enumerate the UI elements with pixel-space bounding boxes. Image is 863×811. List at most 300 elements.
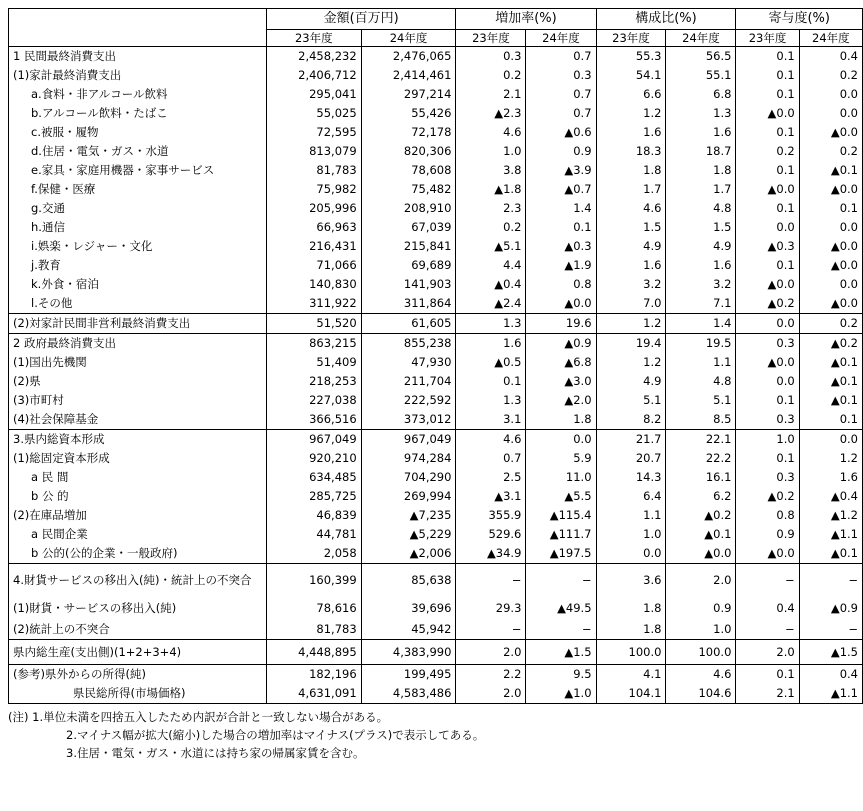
share-23-cell: 1.2 <box>596 314 666 334</box>
amount-23-cell: 4,631,091 <box>266 684 361 704</box>
growth-23-cell: 1.3 <box>456 391 526 410</box>
growth-23-cell: 3.1 <box>456 410 526 430</box>
table-row <box>9 564 863 597</box>
amount-23-cell: 311,922 <box>266 294 361 314</box>
table-row <box>9 372 863 391</box>
share-24-cell: 100.0 <box>666 640 736 665</box>
contrib-24-cell: ▲0.1 <box>799 372 862 391</box>
amount-24-cell: 72,178 <box>361 123 456 142</box>
contrib-23-cell: 0.1 <box>736 66 799 85</box>
growth-24-cell: ▲0.7 <box>526 180 596 199</box>
year-header: 23年度 <box>456 30 526 47</box>
contrib-23-cell: ▲0.0 <box>736 353 799 372</box>
share-23-cell: 5.1 <box>596 391 666 410</box>
contrib-24-cell: 0.0 <box>799 430 862 450</box>
table-row <box>9 161 863 180</box>
share-23-cell: 20.7 <box>596 449 666 468</box>
share-23-cell: 1.8 <box>596 161 666 180</box>
table-row <box>9 430 863 450</box>
share-24-cell: 4.6 <box>666 665 736 685</box>
contrib-24-cell: − <box>799 620 862 640</box>
share-23-cell: 1.5 <box>596 218 666 237</box>
contrib-23-cell: 1.0 <box>736 430 799 450</box>
growth-24-cell: − <box>526 620 596 640</box>
contrib-24-cell: ▲0.1 <box>799 353 862 372</box>
row-label: j.教育 <box>9 256 267 275</box>
share-24-cell: 1.7 <box>666 180 736 199</box>
share-24-cell: 6.8 <box>666 85 736 104</box>
share-24-cell: 1.1 <box>666 353 736 372</box>
share-24-cell: 4.8 <box>666 372 736 391</box>
contrib-23-cell: 0.1 <box>736 391 799 410</box>
table-row <box>9 47 863 67</box>
share-23-cell: 4.9 <box>596 237 666 256</box>
growth-24-cell: ▲3.0 <box>526 372 596 391</box>
share-23-cell: 55.3 <box>596 47 666 67</box>
contrib-24-cell: ▲0.0 <box>799 256 862 275</box>
growth-24-cell: 1.4 <box>526 199 596 218</box>
growth-23-cell: 29.3 <box>456 596 526 620</box>
contrib-23-cell: 0.1 <box>736 161 799 180</box>
amount-24-cell: 61,605 <box>361 314 456 334</box>
year-header: 24年度 <box>799 30 862 47</box>
contrib-24-cell: 1.2 <box>799 449 862 468</box>
footnote: (注) 1.単位未満を四捨五入したため内訳が合計と一致しない場合がある。 <box>8 710 389 724</box>
table-row <box>9 123 863 142</box>
contrib-23-cell: 0.1 <box>736 123 799 142</box>
amount-24-cell: 855,238 <box>361 334 456 354</box>
share-24-cell: 1.5 <box>666 218 736 237</box>
contrib-24-cell: 0.0 <box>799 218 862 237</box>
amount-24-cell: 208,910 <box>361 199 456 218</box>
contrib-23-cell: 0.3 <box>736 410 799 430</box>
table-row <box>9 391 863 410</box>
share-24-cell: ▲0.1 <box>666 525 736 544</box>
growth-24-cell: ▲197.5 <box>526 544 596 564</box>
growth-24-cell: ▲6.8 <box>526 353 596 372</box>
share-23-cell: 6.4 <box>596 487 666 506</box>
contrib-23-cell: ▲0.2 <box>736 487 799 506</box>
row-label: b.アルコール飲料・たばこ <box>9 104 267 123</box>
year-header: 24年度 <box>361 30 456 47</box>
table-row <box>9 468 863 487</box>
share-24-cell: 1.6 <box>666 123 736 142</box>
table-body <box>9 47 863 704</box>
amount-23-cell: 634,485 <box>266 468 361 487</box>
contrib-24-cell: ▲0.0 <box>799 237 862 256</box>
composition-header: 構成比(%) <box>596 9 736 30</box>
contrib-23-cell: 0.3 <box>736 334 799 354</box>
growth-23-cell: 4.6 <box>456 430 526 450</box>
table-row <box>9 314 863 334</box>
footnotes <box>8 708 863 762</box>
contrib-24-cell: ▲0.4 <box>799 487 862 506</box>
amount-23-cell: 366,516 <box>266 410 361 430</box>
share-23-cell: 8.2 <box>596 410 666 430</box>
growth-23-cell: − <box>456 564 526 597</box>
contrib-24-cell: 0.1 <box>799 199 862 218</box>
growth-23-cell: 0.3 <box>456 47 526 67</box>
share-24-cell: ▲0.2 <box>666 506 736 525</box>
contrib-23-cell: 0.0 <box>736 218 799 237</box>
amount-23-cell: 75,982 <box>266 180 361 199</box>
amount-23-cell: 227,038 <box>266 391 361 410</box>
year-header: 24年度 <box>526 30 596 47</box>
share-23-cell: 1.6 <box>596 123 666 142</box>
share-23-cell: 1.8 <box>596 620 666 640</box>
share-23-cell: 18.3 <box>596 142 666 161</box>
amount-24-cell: 199,495 <box>361 665 456 685</box>
row-label: b 公 的 <box>9 487 267 506</box>
amount-24-cell: 75,482 <box>361 180 456 199</box>
contrib-24-cell: ▲1.5 <box>799 640 862 665</box>
contrib-23-cell: ▲0.2 <box>736 294 799 314</box>
amount-24-cell: 69,689 <box>361 256 456 275</box>
amount-24-cell: 141,903 <box>361 275 456 294</box>
row-label: (参考)県外からの所得(純) <box>9 665 267 685</box>
table-row <box>9 544 863 564</box>
contrib-23-cell: ▲0.3 <box>736 237 799 256</box>
footnote: 2.マイナス幅が拡大(縮小)した場合の増加率はマイナス(プラス)で表示してある。 <box>66 728 485 742</box>
label-column-header <box>9 9 267 47</box>
table-row <box>9 684 863 704</box>
share-24-cell: 19.5 <box>666 334 736 354</box>
growth-23-cell: 1.3 <box>456 314 526 334</box>
amount-23-cell: 81,783 <box>266 161 361 180</box>
row-label: a 民 間 <box>9 468 267 487</box>
amount-24-cell: 85,638 <box>361 564 456 597</box>
growth-24-cell: ▲1.9 <box>526 256 596 275</box>
growth-23-cell: ▲5.1 <box>456 237 526 256</box>
share-24-cell: 1.8 <box>666 161 736 180</box>
row-label: 県内総生産(支出側)(1+2+3+4) <box>9 640 267 665</box>
share-24-cell: 22.1 <box>666 430 736 450</box>
growth-24-cell: ▲5.5 <box>526 487 596 506</box>
table-row <box>9 218 863 237</box>
contrib-24-cell: 0.2 <box>799 314 862 334</box>
row-label: (1)財貨・サービスの移出入(純) <box>9 596 267 620</box>
table-row <box>9 640 863 665</box>
share-23-cell: 1.1 <box>596 506 666 525</box>
contrib-23-cell: 2.1 <box>736 684 799 704</box>
table-row <box>9 334 863 354</box>
table-row <box>9 665 863 685</box>
amount-24-cell: 269,994 <box>361 487 456 506</box>
share-23-cell: 1.2 <box>596 104 666 123</box>
contrib-24-cell: ▲0.0 <box>799 123 862 142</box>
amount-24-cell: 2,476,065 <box>361 47 456 67</box>
share-24-cell: 104.6 <box>666 684 736 704</box>
contrib-24-cell: ▲0.0 <box>799 180 862 199</box>
table-row <box>9 410 863 430</box>
amount-24-cell: 39,696 <box>361 596 456 620</box>
row-label: (1)家計最終消費支出 <box>9 66 267 85</box>
growth-24-cell: ▲1.0 <box>526 684 596 704</box>
growth-24-cell: 0.3 <box>526 66 596 85</box>
share-24-cell: 1.4 <box>666 314 736 334</box>
table-row <box>9 256 863 275</box>
amount-24-cell: ▲7,235 <box>361 506 456 525</box>
amount-24-cell: 215,841 <box>361 237 456 256</box>
contrib-23-cell: 0.1 <box>736 256 799 275</box>
growth-24-cell: 9.5 <box>526 665 596 685</box>
growth-24-cell: ▲0.0 <box>526 294 596 314</box>
amount-23-cell: 78,616 <box>266 596 361 620</box>
growth-24-cell: ▲0.9 <box>526 334 596 354</box>
row-label: c.被服・履物 <box>9 123 267 142</box>
contrib-23-cell: − <box>736 620 799 640</box>
share-24-cell: 1.6 <box>666 256 736 275</box>
contrib-24-cell: ▲0.2 <box>799 334 862 354</box>
contrib-24-cell: 0.4 <box>799 47 862 67</box>
growth-23-cell: 355.9 <box>456 506 526 525</box>
share-23-cell: 1.8 <box>596 596 666 620</box>
row-label: i.娯楽・レジャー・文化 <box>9 237 267 256</box>
growth-24-cell: 0.9 <box>526 142 596 161</box>
amount-24-cell: 820,306 <box>361 142 456 161</box>
growth-23-cell: 1.0 <box>456 142 526 161</box>
amount-24-cell: 78,608 <box>361 161 456 180</box>
growth-23-cell: 4.6 <box>456 123 526 142</box>
growth-24-cell: 1.8 <box>526 410 596 430</box>
share-24-cell: 5.1 <box>666 391 736 410</box>
amount-23-cell: 967,049 <box>266 430 361 450</box>
amount-24-cell: 4,383,990 <box>361 640 456 665</box>
table-row <box>9 85 863 104</box>
share-23-cell: 1.7 <box>596 180 666 199</box>
growth-24-cell: 19.6 <box>526 314 596 334</box>
growth-24-cell: ▲0.3 <box>526 237 596 256</box>
growth-23-cell: 4.4 <box>456 256 526 275</box>
share-24-cell: 6.2 <box>666 487 736 506</box>
contrib-23-cell: 0.8 <box>736 506 799 525</box>
amount-24-cell: 45,942 <box>361 620 456 640</box>
amount-23-cell: 2,406,712 <box>266 66 361 85</box>
amount-24-cell: 55,426 <box>361 104 456 123</box>
amount-23-cell: 72,595 <box>266 123 361 142</box>
row-label: a 民間企業 <box>9 525 267 544</box>
share-24-cell: 18.7 <box>666 142 736 161</box>
growth-23-cell: 2.3 <box>456 199 526 218</box>
row-label: 2 政府最終消費支出 <box>9 334 267 354</box>
growth-23-cell: ▲1.8 <box>456 180 526 199</box>
table-row <box>9 525 863 544</box>
contrib-24-cell: − <box>799 564 862 597</box>
contrib-24-cell: ▲1.1 <box>799 525 862 544</box>
share-24-cell: 16.1 <box>666 468 736 487</box>
amount-24-cell: 967,049 <box>361 430 456 450</box>
row-label: (1)国出先機関 <box>9 353 267 372</box>
contrib-24-cell: 0.4 <box>799 665 862 685</box>
row-label: (4)社会保障基金 <box>9 410 267 430</box>
amount-24-cell: 974,284 <box>361 449 456 468</box>
growth-23-cell: ▲2.3 <box>456 104 526 123</box>
contrib-23-cell: 0.2 <box>736 142 799 161</box>
growth-rate-header: 増加率(%) <box>456 9 596 30</box>
growth-23-cell: 2.5 <box>456 468 526 487</box>
contrib-24-cell: 0.0 <box>799 104 862 123</box>
row-label: (2)統計上の不突合 <box>9 620 267 640</box>
row-label: 県民総所得(市場価格) <box>9 684 267 704</box>
growth-23-cell: ▲3.1 <box>456 487 526 506</box>
share-23-cell: 21.7 <box>596 430 666 450</box>
row-label: (3)市町村 <box>9 391 267 410</box>
growth-24-cell: ▲0.6 <box>526 123 596 142</box>
share-23-cell: 4.9 <box>596 372 666 391</box>
growth-23-cell: ▲0.4 <box>456 275 526 294</box>
amount-23-cell: 813,079 <box>266 142 361 161</box>
amount-23-cell: 81,783 <box>266 620 361 640</box>
growth-24-cell: ▲115.4 <box>526 506 596 525</box>
share-23-cell: 1.2 <box>596 353 666 372</box>
share-24-cell: 22.2 <box>666 449 736 468</box>
growth-23-cell: 2.2 <box>456 665 526 685</box>
contrib-23-cell: 0.0 <box>736 372 799 391</box>
growth-24-cell: ▲2.0 <box>526 391 596 410</box>
growth-23-cell: 0.2 <box>456 218 526 237</box>
table-row <box>9 294 863 314</box>
table-row <box>9 66 863 85</box>
row-label: 1 民間最終消費支出 <box>9 47 267 67</box>
contrib-24-cell: ▲0.1 <box>799 161 862 180</box>
share-24-cell: 55.1 <box>666 66 736 85</box>
contrib-24-cell: ▲1.2 <box>799 506 862 525</box>
contrib-23-cell: 0.9 <box>736 525 799 544</box>
share-24-cell: 8.5 <box>666 410 736 430</box>
amount-24-cell: 47,930 <box>361 353 456 372</box>
year-header: 23年度 <box>736 30 799 47</box>
growth-24-cell: 5.9 <box>526 449 596 468</box>
row-label: 3.県内総資本形成 <box>9 430 267 450</box>
amount-23-cell: 205,996 <box>266 199 361 218</box>
share-23-cell: 1.0 <box>596 525 666 544</box>
contrib-24-cell: 0.0 <box>799 275 862 294</box>
contrib-24-cell: ▲0.0 <box>799 294 862 314</box>
growth-23-cell: 3.8 <box>456 161 526 180</box>
statistics-sheet <box>8 8 863 762</box>
amount-24-cell: ▲5,229 <box>361 525 456 544</box>
amount-23-cell: 863,215 <box>266 334 361 354</box>
row-label: 4.財貨サービスの移出入(純)・統計上の不突合 <box>9 564 267 597</box>
row-label: h.通信 <box>9 218 267 237</box>
amount-24-cell: 373,012 <box>361 410 456 430</box>
contrib-24-cell: 1.6 <box>799 468 862 487</box>
amount-24-cell: ▲2,006 <box>361 544 456 564</box>
row-label: k.外食・宿泊 <box>9 275 267 294</box>
row-label: (2)県 <box>9 372 267 391</box>
amount-23-cell: 51,409 <box>266 353 361 372</box>
share-23-cell: 3.6 <box>596 564 666 597</box>
growth-24-cell: − <box>526 564 596 597</box>
growth-23-cell: 529.6 <box>456 525 526 544</box>
row-label: a.食料・非アルコール飲料 <box>9 85 267 104</box>
contribution-header: 寄与度(%) <box>736 9 863 30</box>
table-row <box>9 199 863 218</box>
growth-24-cell: 11.0 <box>526 468 596 487</box>
row-label: g.交通 <box>9 199 267 218</box>
amount-24-cell: 297,214 <box>361 85 456 104</box>
growth-23-cell: ▲2.4 <box>456 294 526 314</box>
share-23-cell: 4.1 <box>596 665 666 685</box>
share-24-cell: 56.5 <box>666 47 736 67</box>
contrib-23-cell: 0.0 <box>736 314 799 334</box>
contrib-23-cell: 0.4 <box>736 596 799 620</box>
row-label: (1)総固定資本形成 <box>9 449 267 468</box>
share-24-cell: 1.3 <box>666 104 736 123</box>
amount-23-cell: 46,839 <box>266 506 361 525</box>
share-24-cell: 4.8 <box>666 199 736 218</box>
amount-23-cell: 44,781 <box>266 525 361 544</box>
amount-23-cell: 71,066 <box>266 256 361 275</box>
growth-23-cell: 2.0 <box>456 640 526 665</box>
amount-header: 金額(百万円) <box>266 9 456 30</box>
row-label: e.家具・家庭用機器・家事サービス <box>9 161 267 180</box>
table-row <box>9 275 863 294</box>
growth-24-cell: ▲3.9 <box>526 161 596 180</box>
growth-23-cell: ▲0.5 <box>456 353 526 372</box>
share-23-cell: 4.6 <box>596 199 666 218</box>
contrib-23-cell: 0.1 <box>736 47 799 67</box>
table-row <box>9 353 863 372</box>
growth-24-cell: 0.8 <box>526 275 596 294</box>
amount-23-cell: 160,399 <box>266 564 361 597</box>
share-23-cell: 14.3 <box>596 468 666 487</box>
row-label: (2)在庫品増加 <box>9 506 267 525</box>
row-label: b 公的(公的企業・一般政府) <box>9 544 267 564</box>
table-row <box>9 487 863 506</box>
amount-23-cell: 4,448,895 <box>266 640 361 665</box>
table-row <box>9 180 863 199</box>
amount-23-cell: 285,725 <box>266 487 361 506</box>
year-header: 23年度 <box>266 30 361 47</box>
share-24-cell: 0.9 <box>666 596 736 620</box>
table-row <box>9 142 863 161</box>
amount-24-cell: 704,290 <box>361 468 456 487</box>
table-row <box>9 104 863 123</box>
share-23-cell: 19.4 <box>596 334 666 354</box>
table-row <box>9 620 863 640</box>
table-row <box>9 506 863 525</box>
expenditure-table <box>8 8 863 704</box>
share-23-cell: 3.2 <box>596 275 666 294</box>
growth-23-cell: 1.6 <box>456 334 526 354</box>
contrib-24-cell: 0.2 <box>799 142 862 161</box>
contrib-23-cell: ▲0.0 <box>736 275 799 294</box>
contrib-23-cell: − <box>736 564 799 597</box>
share-23-cell: 104.1 <box>596 684 666 704</box>
share-23-cell: 6.6 <box>596 85 666 104</box>
growth-24-cell: 0.7 <box>526 104 596 123</box>
contrib-24-cell: ▲0.9 <box>799 596 862 620</box>
growth-24-cell: 0.7 <box>526 47 596 67</box>
growth-23-cell: 0.7 <box>456 449 526 468</box>
amount-24-cell: 222,592 <box>361 391 456 410</box>
contrib-23-cell: 0.1 <box>736 199 799 218</box>
growth-24-cell: 0.0 <box>526 430 596 450</box>
amount-23-cell: 2,458,232 <box>266 47 361 67</box>
contrib-24-cell: 0.2 <box>799 66 862 85</box>
share-24-cell: 7.1 <box>666 294 736 314</box>
amount-23-cell: 140,830 <box>266 275 361 294</box>
amount-23-cell: 2,058 <box>266 544 361 564</box>
row-label: (2)対家計民間非営利最終消費支出 <box>9 314 267 334</box>
share-23-cell: 54.1 <box>596 66 666 85</box>
amount-23-cell: 295,041 <box>266 85 361 104</box>
contrib-23-cell: 2.0 <box>736 640 799 665</box>
amount-24-cell: 311,864 <box>361 294 456 314</box>
contrib-23-cell: 0.1 <box>736 449 799 468</box>
contrib-23-cell: ▲0.0 <box>736 180 799 199</box>
